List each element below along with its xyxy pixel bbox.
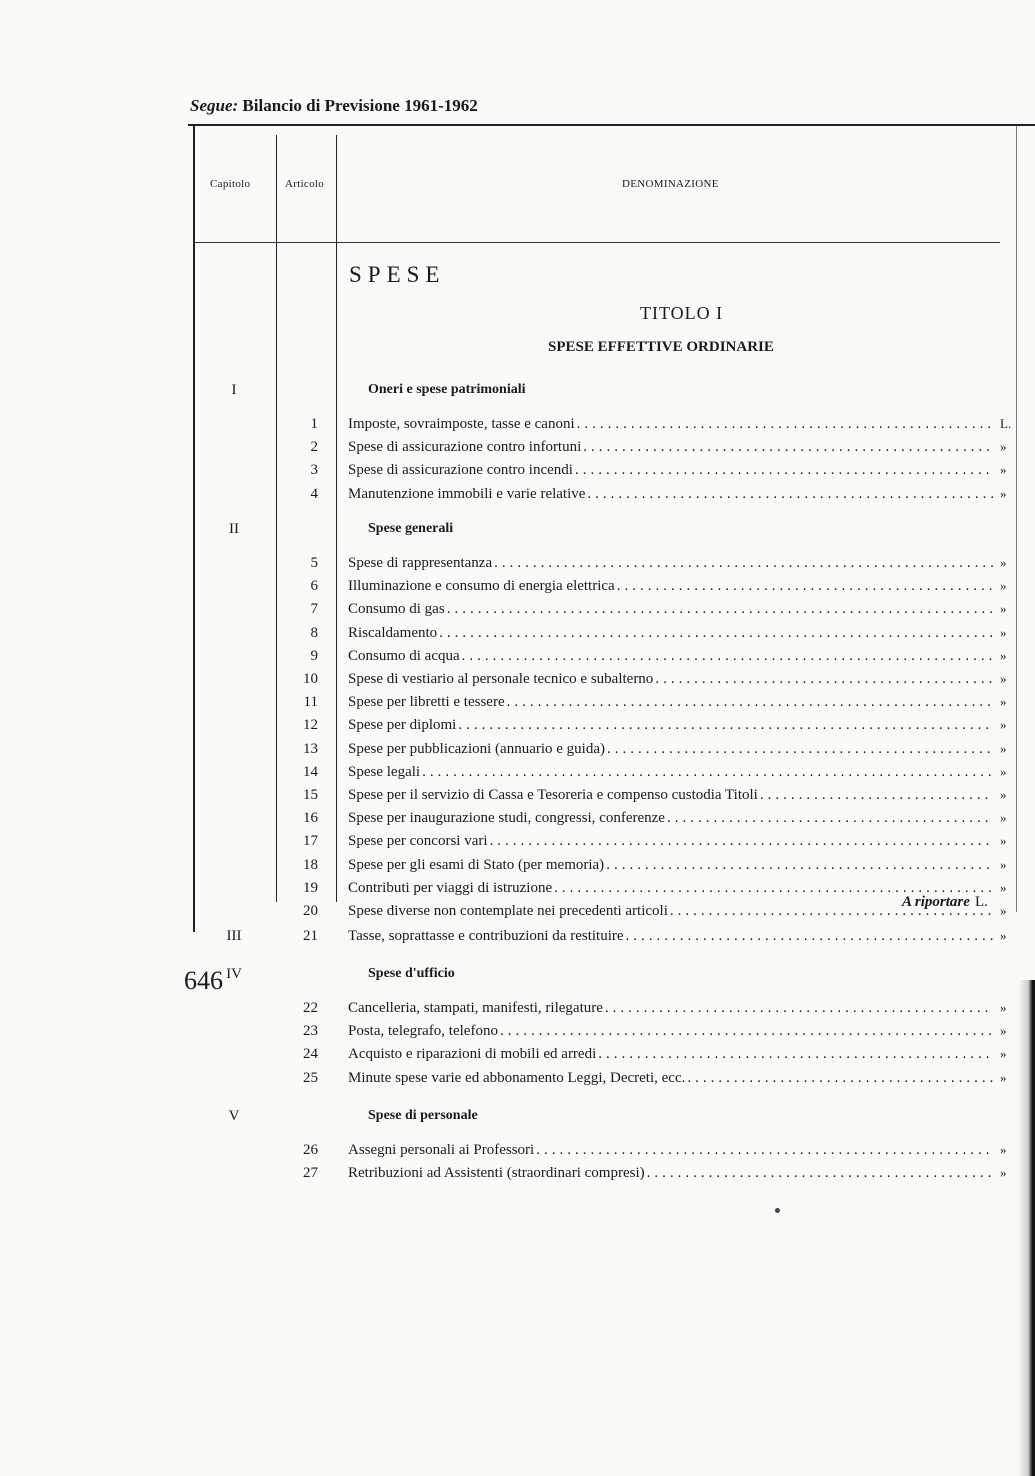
denominazione-cell [348, 880, 993, 897]
currency-mark: » [1000, 647, 1007, 663]
table-row [0, 625, 1035, 645]
currency-mark: » [1000, 555, 1007, 570]
table-row [0, 694, 1035, 714]
articolo-number: 21 [303, 928, 318, 944]
articolo-number: 24 [303, 1046, 318, 1063]
denominazione-cell [348, 741, 993, 758]
leader-dots [587, 486, 993, 503]
denominazione-cell [348, 694, 993, 711]
table-row [0, 928, 1035, 948]
table-row [0, 903, 1035, 923]
articolo-number: 25 [303, 1069, 318, 1086]
leader-dots [575, 462, 993, 479]
header-rule [194, 242, 1000, 243]
item-text: Spese per pubblicazioni (annuario e guida) [348, 740, 605, 757]
leader-dots [500, 1023, 993, 1040]
leader-dots [577, 416, 993, 433]
currency-mark: » [1000, 856, 1007, 872]
subtitolo-heading: SPESE EFFETTIVE ORDINARIE [548, 339, 774, 355]
articolo-number: 3 [310, 462, 318, 479]
currency-mark: » [1000, 810, 1007, 826]
table-row [0, 462, 1035, 482]
denominazione-cell [348, 416, 993, 433]
table-row [0, 1142, 1035, 1162]
capitolo-number: V [228, 1108, 240, 1124]
leader-dots [583, 439, 993, 456]
leader-dots [447, 601, 993, 618]
leader-dots [605, 1000, 993, 1017]
table-row [0, 555, 1035, 575]
articolo-number: 8 [310, 624, 318, 641]
section-title: Spese generali [368, 521, 454, 536]
table-row [0, 717, 1035, 737]
leader-dots [439, 625, 993, 642]
articolo-number: 16 [303, 810, 318, 827]
articolo-number: 15 [303, 787, 318, 803]
denominazione-cell [348, 1023, 993, 1040]
articolo-number: 20 [303, 903, 318, 919]
leader-dots [647, 1165, 993, 1182]
item-text: Spese legali [348, 763, 421, 780]
leader-dots [507, 694, 993, 711]
table-row [0, 648, 1035, 668]
leader-dots [422, 764, 993, 781]
denominazione-cell [348, 462, 993, 479]
item-text: Tasse, soprattasse e contribuzioni da restituire [348, 928, 624, 944]
articolo-number: 14 [303, 763, 318, 780]
articolo-number: 17 [303, 833, 318, 850]
item-text: Spese per libretti e tessere [348, 694, 505, 711]
header-title: Bilancio di Previsione 1961-1962 [242, 96, 478, 115]
titolo-heading: TITOLO I [640, 303, 724, 323]
currency-mark: » [1000, 1165, 1007, 1181]
currency-mark: » [1000, 1142, 1007, 1157]
header-prefix: Segue: [190, 96, 239, 115]
currency-mark: » [1000, 601, 1007, 617]
table-row [0, 1165, 1035, 1185]
currency-mark: » [1000, 1000, 1007, 1015]
item-text: Spese di assicurazione contro infortuni [348, 439, 582, 456]
currency-mark: » [1000, 717, 1007, 733]
articolo-number: 26 [303, 1142, 318, 1158]
leader-dots [462, 648, 993, 665]
table-row [0, 787, 1035, 807]
currency-mark: » [1000, 740, 1007, 756]
section-header [0, 1108, 1035, 1128]
leader-dots [626, 928, 993, 945]
table-row [0, 1000, 1035, 1020]
table-row [0, 416, 1035, 436]
articolo-number: 9 [310, 647, 318, 664]
currency-mark: » [1000, 624, 1007, 640]
capitolo-number: I [231, 382, 237, 398]
table-row [0, 810, 1035, 830]
leader-dots [655, 671, 993, 688]
articolo-number: 12 [303, 717, 318, 734]
leader-dots [760, 787, 993, 804]
currency-mark: » [1000, 462, 1007, 478]
col-capitolo: Capitolo [210, 178, 251, 190]
table-row [0, 578, 1035, 598]
item-text: Consumo di gas [348, 601, 445, 618]
currency-mark: » [1000, 1023, 1007, 1039]
denominazione-cell [348, 1142, 993, 1159]
section-header [0, 966, 1035, 986]
articolo-number: 2 [310, 439, 318, 456]
table-row [0, 486, 1035, 506]
carry-forward-currency: L. [974, 894, 988, 910]
currency-mark: » [1000, 787, 1007, 802]
currency-mark: » [1000, 879, 1007, 895]
item-text: Assegni personali ai Professori [348, 1142, 535, 1158]
denominazione-cell [348, 1046, 993, 1063]
item-text: Imposte, sovraimposte, tasse e canoni [348, 416, 575, 432]
table-row [0, 741, 1035, 761]
col-articolo: Articolo [285, 178, 325, 190]
item-text: Retribuzioni ad Assistenti (straordinari compresi) [348, 1165, 645, 1182]
item-text: Posta, telegrafo, telefono [348, 1023, 498, 1040]
col-denominazione: DENOMINAZIONE [622, 178, 719, 190]
leader-dots [536, 1142, 993, 1159]
item-text: Spese per gli esami di Stato (per memoria) [348, 856, 605, 873]
denominazione-cell [348, 787, 993, 804]
table-row [0, 1046, 1035, 1066]
table-row [0, 601, 1035, 621]
section-title: Spese di personale [368, 1108, 478, 1123]
denominazione-cell [348, 717, 993, 734]
item-text: Spese di rappresentanza [348, 555, 493, 571]
leader-dots [617, 578, 993, 595]
denominazione-cell [348, 903, 993, 920]
denominazione-cell [348, 578, 993, 595]
denominazione-cell [348, 1165, 993, 1182]
leader-dots [490, 833, 993, 850]
denominazione-cell [348, 439, 993, 456]
leader-dots [458, 717, 993, 734]
articolo-number: 7 [310, 601, 318, 618]
currency-mark: » [1000, 833, 1007, 849]
item-text: Spese per concorsi vari [348, 833, 488, 850]
leader-dots [607, 741, 993, 758]
item-text: Consumo di acqua [348, 647, 460, 664]
capitolo-number: III [226, 928, 242, 944]
leader-dots [598, 1046, 993, 1063]
articolo-number: 10 [303, 671, 318, 687]
top-rule [188, 124, 1035, 126]
denominazione-cell [348, 857, 993, 874]
denominazione-cell [348, 648, 993, 665]
page-number: 646 [184, 966, 223, 995]
spese-title: SPESE [349, 262, 446, 287]
item-text: Cancelleria, stampati, manifesti, rilegature [348, 1000, 603, 1016]
table-row [0, 764, 1035, 784]
capitolo-number: IV [226, 966, 242, 982]
page-edge-shadow [1018, 980, 1035, 1476]
currency-mark: » [1000, 763, 1007, 779]
articolo-number: 13 [303, 740, 318, 757]
denominazione-cell [348, 833, 993, 850]
currency-mark: » [1000, 439, 1007, 455]
table-row [0, 1023, 1035, 1043]
item-text: Acquisto e riparazioni di mobili ed arredi [348, 1046, 597, 1063]
articolo-number: 22 [303, 1000, 318, 1016]
carry-forward [902, 894, 988, 911]
denominazione-cell [348, 928, 993, 945]
leader-dots [494, 555, 993, 572]
carry-forward-label: A riportare [902, 894, 970, 910]
currency-mark: » [1000, 694, 1007, 710]
currency-mark: » [1000, 1069, 1007, 1085]
item-text: Riscaldamento [348, 624, 438, 641]
articolo-number: 18 [303, 856, 318, 873]
section-title: Oneri e spese patrimoniali [368, 382, 526, 397]
table-row [0, 1070, 1035, 1090]
section-title: Spese d'ufficio [368, 966, 455, 981]
table-row [0, 880, 1035, 900]
denominazione-cell [348, 1070, 993, 1087]
articolo-number: 6 [310, 578, 318, 595]
item-text: Spese diverse non contemplate nei precedenti articoli [348, 903, 668, 919]
articolo-number: 23 [303, 1023, 318, 1040]
section-header [0, 521, 1035, 541]
item-text: Illuminazione e consumo di energia elettrica [348, 578, 615, 595]
capitolo-number: II [229, 521, 239, 537]
table-row [0, 439, 1035, 459]
articolo-number: 5 [310, 555, 318, 571]
currency-mark: » [1000, 928, 1007, 943]
item-text: Spese per diplomi [348, 717, 457, 734]
leader-dots [606, 857, 993, 874]
currency-mark: » [1000, 1046, 1007, 1062]
currency-mark: L. [1000, 416, 1012, 431]
currency-mark: » [1000, 578, 1007, 594]
currency-mark: » [1000, 671, 1007, 686]
denominazione-cell [348, 486, 993, 503]
articolo-number: 4 [310, 485, 318, 502]
denominazione-cell [348, 764, 993, 781]
denominazione-cell [348, 601, 993, 618]
paper-speck [775, 1208, 780, 1213]
articolo-number: 19 [303, 879, 318, 896]
table-row [0, 671, 1035, 691]
leader-dots [667, 810, 993, 827]
articolo-number: 11 [303, 694, 318, 711]
item-text: Spese per inaugurazione studi, congressi, conferenze [348, 810, 665, 827]
section-header [0, 382, 1035, 402]
table-row [0, 857, 1035, 877]
item-text: Minute spese varie ed abbonamento Leggi, Decreti, ecc. [348, 1069, 686, 1086]
denominazione-cell [348, 671, 993, 688]
item-text: Manutenzione immobili e varie relative [348, 485, 586, 502]
denominazione-cell [348, 555, 993, 572]
leader-dots [687, 1070, 993, 1087]
item-text: Spese di vestiario al personale tecnico e subalterno [348, 671, 654, 687]
denominazione-cell [348, 810, 993, 827]
item-text: Spese per il servizio di Cassa e Tesoreria e compenso custodia Titoli [348, 787, 758, 803]
table-row [0, 833, 1035, 853]
denominazione-cell [348, 625, 993, 642]
page-header [190, 96, 478, 116]
articolo-number: 1 [310, 416, 318, 432]
articolo-number: 27 [303, 1165, 318, 1182]
currency-mark: » [1000, 903, 1007, 918]
item-text: Contributi per viaggi di istruzione [348, 879, 553, 896]
item-text: Spese di assicurazione contro incendi [348, 462, 573, 479]
currency-mark: » [1000, 485, 1007, 501]
denominazione-cell [348, 1000, 993, 1017]
